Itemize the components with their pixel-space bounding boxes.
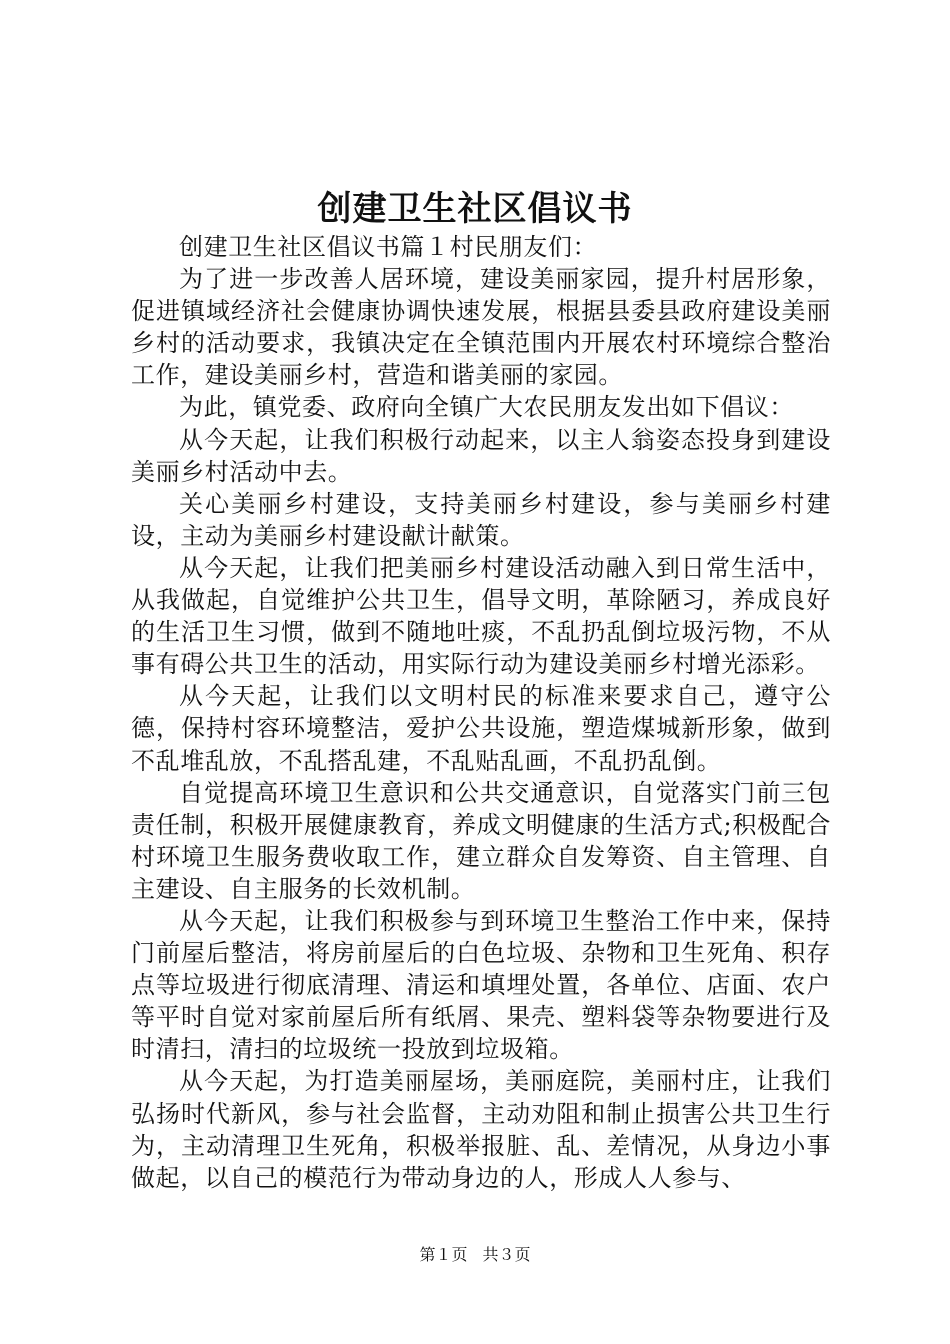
paragraph: 关心美丽乡村建设，支持美丽乡村建设，参与美丽乡村建设，主动为美丽乡村建设献计献策。	[131, 489, 831, 550]
paragraph: 从今天起，让我们积极行动起来，以主人翁姿态投身到建设美丽乡村活动中去。	[131, 425, 831, 486]
page-footer	[0, 1244, 950, 1266]
paragraph: 为此，镇党委、政府向全镇广大农民朋友发出如下倡议：	[179, 393, 794, 422]
paragraph: 从今天起，为打造美丽屋场，美丽庭院，美丽村庄，让我们弘扬时代新风，参与社会监督，主动劝阻和制止损害公共卫生行为，主动清理卫生死角，积极举报脏、乱、差情况，从身边小事做起，以自己的模范行为带动身边的人，形成人人参与、	[131, 1067, 831, 1192]
page-number: 第１页	[419, 1245, 468, 1264]
page-total: 共３页	[482, 1245, 531, 1264]
paragraph: 为了进一步改善人居环境，建设美丽家园，提升村居形象，促进镇域经济社会健康协调快速发展，根据县委县政府建设美丽乡村的活动要求，我镇决定在全镇范围内开展农村环境综合整治工作，建设美丽乡村，营造和谐美丽的家园。	[131, 265, 831, 390]
paragraph: 自觉提高环境卫生意识和公共交通意识，自觉落实门前三包责任制，积极开展健康教育，养成文明健康的生活方式;积极配合村环境卫生服务费收取工作，建立群众自发筹资、自主管理、自主建设、自主服务的长效机制。	[131, 778, 831, 903]
paragraph: 创建卫生社区倡议书篇１村民朋友们：	[179, 233, 598, 261]
paragraph: 从今天起，让我们积极参与到环境卫生整治工作中来，保持门前屋后整洁，将房前屋后的白色垃圾、杂物和卫生死角、积存点等垃圾进行彻底清理、清运和填埋处置，各单位、店面、农户等平时自觉对家前屋后所有纸屑、果壳、塑料袋等杂物要进行及时清扫，清扫的垃圾统一投放到垃圾箱。	[131, 906, 831, 1064]
paragraph: 从今天起，让我们以文明村民的标准来要求自己，遵守公德，保持村容环境整洁，爱护公共设施，塑造煤城新形象，做到不乱堆乱放，不乱搭乱建，不乱贴乱画，不乱扔乱倒。	[131, 682, 831, 775]
document-title: 创建卫生社区倡议书	[317, 189, 633, 229]
document-body	[131, 231, 831, 1194]
paragraph: 从今天起，让我们把美丽乡村建设活动融入到日常生活中，从我做起，自觉维护公共卫生，倡导文明，革除陋习，养成良好的生活卫生习惯，做到不随地吐痰，不乱扔乱倒垃圾污物，不从事有碍公共卫生的活动，用实际行动为建设美丽乡村增光添彩。	[131, 553, 831, 679]
